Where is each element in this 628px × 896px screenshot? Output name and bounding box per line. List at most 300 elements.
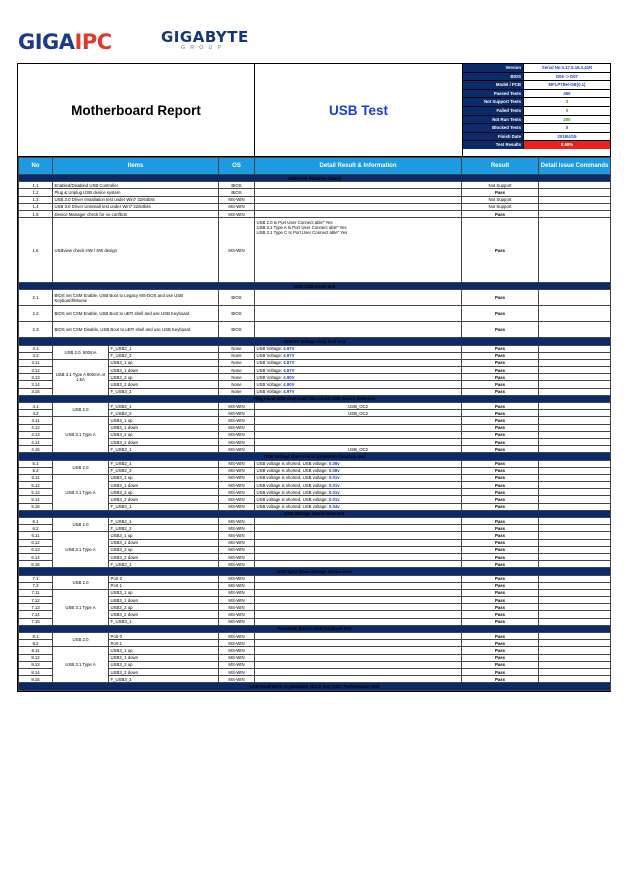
section-header: [19, 283, 611, 290]
row-result: Pass: [462, 661, 539, 668]
summary-row: [463, 73, 610, 82]
row-os: BIOS: [219, 290, 255, 306]
row-detail: [255, 345, 462, 352]
row-os: MS-WIN: [219, 589, 255, 596]
row-item: Plug & Unplug USB device system: [53, 189, 219, 196]
row-port: Port 0: [109, 633, 219, 640]
row-commands: [539, 611, 611, 618]
row-commands: [539, 322, 611, 338]
row-port: USB3_2 down: [109, 496, 219, 503]
row-os: MS-WIN: [219, 438, 255, 445]
row-no: 6.11: [19, 532, 53, 539]
row-result: Pass: [462, 518, 539, 525]
port-group: USB 3.1 Type A: [53, 589, 109, 625]
row-detail: [255, 424, 462, 431]
table-row: [19, 518, 611, 525]
row-os: MS-WIN: [219, 661, 255, 668]
detail-value: 0.08v: [328, 461, 340, 467]
summary-key: Model / PCB: [463, 81, 524, 89]
table-row: [19, 306, 611, 322]
row-commands: [539, 604, 611, 611]
row-port: F_USB2_2: [109, 525, 219, 532]
row-commands: [539, 467, 611, 474]
port-group: USB 2.0: [53, 633, 109, 647]
row-no: 2.3: [19, 322, 53, 338]
col-result: Result: [462, 158, 539, 175]
row-os: BIOS: [219, 306, 255, 322]
row-commands: [539, 410, 611, 417]
row-commands: [539, 196, 611, 203]
port-group: USB 3.1 Type A: [53, 417, 109, 453]
gigaipc-logo: GIGAIPC: [18, 30, 112, 54]
row-result: Pass: [462, 374, 539, 381]
row-no: 4.1: [19, 403, 53, 410]
row-result: Pass: [462, 306, 539, 322]
row-os: MS-WIN: [219, 403, 255, 410]
row-detail: [255, 532, 462, 539]
row-commands: [539, 539, 611, 546]
row-port: F_USB3_1: [109, 446, 219, 453]
row-port: USB3_1 down: [109, 424, 219, 431]
row-no: 5.11: [19, 474, 53, 481]
row-os: None: [219, 352, 255, 359]
row-detail: [255, 633, 462, 640]
row-port: USB3_1 up: [109, 474, 219, 481]
row-port: USB3_1 down: [109, 482, 219, 489]
row-no: 4.15: [19, 446, 53, 453]
row-os: MS-WIN: [219, 640, 255, 647]
detail-label: USB Voltage:: [256, 367, 284, 373]
detail-label: USB voltage is shorted, USB voltage:: [256, 482, 329, 488]
row-os: None: [219, 359, 255, 366]
table-row: [19, 633, 611, 640]
detail-value: 4.97V: [283, 346, 295, 352]
row-no: 6.1: [19, 518, 53, 525]
summary-key: BIOS: [463, 73, 524, 81]
col-items: Items: [53, 158, 219, 175]
row-result: Pass: [462, 597, 539, 604]
row-result: Pass: [462, 496, 539, 503]
row-port: F_USB2_2: [109, 352, 219, 359]
row-detail: [255, 539, 462, 546]
row-commands: [539, 474, 611, 481]
row-result: Pass: [462, 532, 539, 539]
row-port: USB3_1 up: [109, 359, 219, 366]
row-no: 3.15: [19, 388, 53, 395]
summary-row: [463, 116, 610, 125]
row-port: Port 1: [109, 640, 219, 647]
summary-value: Serial No:v.17.5.16.3.41R: [541, 65, 593, 70]
row-os: None: [219, 345, 255, 352]
detail-label: USB Voltage:: [256, 346, 284, 352]
row-commands: [539, 633, 611, 640]
port-group: USB 2.0: [53, 518, 109, 532]
row-os: MS-WIN: [219, 210, 255, 217]
row-result: Pass: [462, 633, 539, 640]
detail-label: USB voltage is shorted, USB voltage:: [256, 497, 329, 503]
row-detail: [255, 431, 462, 438]
row-os: MS-WIN: [219, 431, 255, 438]
row-detail: [255, 553, 462, 560]
section-header: [19, 683, 611, 690]
row-commands: [539, 597, 611, 604]
row-os: MS-WIN: [219, 410, 255, 417]
row-commands: [539, 518, 611, 525]
summary-key: Not Support Tests: [463, 98, 524, 106]
row-no: 1.1: [19, 182, 53, 189]
row-commands: [539, 381, 611, 388]
row-port: Port 0: [109, 575, 219, 582]
row-os: None: [219, 388, 255, 395]
row-port: USB3_1 down: [109, 597, 219, 604]
row-detail: [255, 496, 462, 503]
row-result: Pass: [462, 676, 539, 683]
row-commands: [539, 668, 611, 675]
row-os: MS-WIN: [219, 539, 255, 546]
row-port: F_USB3_1: [109, 561, 219, 568]
summary-value: 200: [563, 116, 571, 122]
row-commands: [539, 403, 611, 410]
row-commands: [539, 589, 611, 596]
row-detail: [255, 618, 462, 625]
row-os: MS-WIN: [219, 218, 255, 283]
table-row: [19, 474, 611, 481]
row-result: Pass: [462, 647, 539, 654]
row-port: F_USB2_1: [109, 518, 219, 525]
summary-key: Blocked Tests: [463, 124, 524, 132]
row-commands: [539, 367, 611, 374]
row-port: USB3_2 up: [109, 374, 219, 381]
detail-label: USB voltage is shorted, USB voltage:: [256, 468, 329, 474]
detail-value: 0.08v: [328, 468, 340, 474]
row-no: 1.6: [19, 218, 53, 283]
row-detail: [255, 525, 462, 532]
row-commands: [539, 532, 611, 539]
row-result: Not Support: [462, 196, 539, 203]
col-os: OS: [219, 158, 255, 175]
row-no: 3.2: [19, 352, 53, 359]
row-os: MS-WIN: [219, 203, 255, 210]
row-result: Pass: [462, 553, 539, 560]
detail-value: 4.90V: [283, 382, 295, 388]
row-commands: [539, 640, 611, 647]
row-result: Pass: [462, 218, 539, 283]
row-no: 3.14: [19, 381, 53, 388]
row-no: 3.1: [19, 345, 53, 352]
row-item: BIOS set CSM Enable, USB Boot to uEFI shell and use USB Keyboard: [53, 306, 219, 322]
row-os: MS-WIN: [219, 618, 255, 625]
row-no: 1.2: [19, 189, 53, 196]
row-port: USB3_2 down: [109, 611, 219, 618]
row-result: Pass: [462, 322, 539, 338]
table-row: [19, 417, 611, 424]
row-result: Pass: [462, 539, 539, 546]
row-os: MS-WIN: [219, 582, 255, 589]
row-commands: [539, 431, 611, 438]
row-os: BIOS: [219, 189, 255, 196]
row-detail: [255, 661, 462, 668]
row-no: 1.4: [19, 203, 53, 210]
row-port: F_USB2_2: [109, 467, 219, 474]
row-detail: [255, 374, 462, 381]
row-detail: [255, 467, 462, 474]
row-no: 7.14: [19, 611, 53, 618]
row-no: 8.2: [19, 640, 53, 647]
row-detail: [255, 290, 462, 306]
row-result: Pass: [462, 489, 539, 496]
table-row: [19, 182, 611, 189]
table-row: [19, 290, 611, 306]
row-port: USB3_2 up: [109, 661, 219, 668]
section-header: [19, 338, 611, 345]
row-result: Pass: [462, 482, 539, 489]
row-no: 6.12: [19, 539, 53, 546]
row-port: USB3_2 up: [109, 489, 219, 496]
row-port: F_USB3_1: [109, 618, 219, 625]
row-detail: [255, 575, 462, 582]
row-no: 8.14: [19, 668, 53, 675]
row-detail: [255, 438, 462, 445]
row-result: Pass: [462, 503, 539, 510]
row-result: Pass: [462, 474, 539, 481]
row-os: MS-WIN: [219, 532, 255, 539]
row-detail: [255, 381, 462, 388]
row-result: Not Support: [462, 203, 539, 210]
section-header: [19, 510, 611, 517]
row-no: 8.13: [19, 661, 53, 668]
row-no: 3.13: [19, 374, 53, 381]
row-os: MS-WIN: [219, 424, 255, 431]
row-commands: [539, 438, 611, 445]
row-detail: [255, 460, 462, 467]
row-commands: [539, 306, 611, 322]
table-row: [19, 460, 611, 467]
row-detail: [255, 518, 462, 525]
summary-value: D06 -> D07: [555, 73, 579, 79]
row-result: Pass: [462, 575, 539, 582]
row-result: Pass: [462, 210, 539, 217]
row-port: F_USB2_2: [109, 410, 219, 417]
row-os: MS-WIN: [219, 575, 255, 582]
row-os: MS-WIN: [219, 417, 255, 424]
port-group: USB 2.0: [53, 403, 109, 417]
row-detail: [255, 611, 462, 618]
detail-line: USB 3.1 Type A Is Port User Connect able" Yes: [256, 225, 347, 231]
row-detail: [255, 654, 462, 661]
row-result: Pass: [462, 446, 539, 453]
row-no: 7.2: [19, 582, 53, 589]
row-port: USB3_2 down: [109, 381, 219, 388]
row-no: 2.2: [19, 306, 53, 322]
row-no: 5.13: [19, 489, 53, 496]
summary-row: [463, 98, 610, 107]
detail-label: USB Voltage:: [256, 374, 284, 380]
row-port: Port 1: [109, 582, 219, 589]
row-os: MS-WIN: [219, 561, 255, 568]
row-detail: USB_OC2: [255, 410, 462, 417]
summary-row: [463, 133, 610, 142]
row-detail: [255, 182, 462, 189]
row-no: 4.11: [19, 417, 53, 424]
row-os: MS-WIN: [219, 525, 255, 532]
row-detail: [255, 322, 462, 338]
row-commands: [539, 446, 611, 453]
row-port: USB3_2 up: [109, 431, 219, 438]
detail-value: 0.01v: [328, 475, 340, 481]
summary-row: [463, 81, 610, 90]
row-detail: [255, 546, 462, 553]
row-result: Pass: [462, 640, 539, 647]
row-no: 1.3: [19, 196, 53, 203]
row-no: 7.13: [19, 604, 53, 611]
row-commands: [539, 647, 611, 654]
results-grid: [18, 157, 611, 691]
table-row: [19, 210, 611, 217]
section-title: USB Eject Mass Storage Device icon: [19, 568, 611, 575]
row-commands: [539, 575, 611, 582]
row-no: 6.2: [19, 525, 53, 532]
row-os: MS-WIN: [219, 604, 255, 611]
row-detail: USB_OC2: [255, 446, 462, 453]
section-title: USB Storage device boot test: [19, 510, 611, 517]
row-detail: [255, 503, 462, 510]
row-os: MS-WIN: [219, 446, 255, 453]
row-commands: [539, 546, 611, 553]
row-os: None: [219, 381, 255, 388]
row-item: BIOS set CSM Enable, USB Boot to Legacy MS-DOS and use USB Keyboard/Mouse: [53, 290, 219, 306]
row-result: Pass: [462, 582, 539, 589]
row-commands: [539, 388, 611, 395]
row-commands: [539, 661, 611, 668]
detail-label: USB Voltage:: [256, 389, 284, 395]
detail-value: 4.87V: [283, 360, 295, 366]
summary-key: Version: [463, 64, 524, 72]
report-header: [18, 64, 610, 157]
row-port: USB3_2 down: [109, 553, 219, 560]
detail-value: 0.01v: [328, 497, 340, 503]
row-port: F_USB2_1: [109, 403, 219, 410]
row-result: Pass: [462, 417, 539, 424]
row-os: MS-WIN: [219, 196, 255, 203]
detail-value: 0.01v: [328, 489, 340, 495]
row-no: 8.11: [19, 647, 53, 654]
row-detail: [255, 668, 462, 675]
row-detail: [255, 367, 462, 374]
detail-label: USB voltage is shorted, USB voltage:: [256, 489, 329, 495]
row-result: Pass: [462, 345, 539, 352]
row-commands: [539, 460, 611, 467]
row-commands: [539, 496, 611, 503]
row-no: 4.12: [19, 424, 53, 431]
row-result: Pass: [462, 604, 539, 611]
row-port: USB3_2 up: [109, 546, 219, 553]
row-os: MS-WIN: [219, 474, 255, 481]
row-commands: [539, 218, 611, 283]
row-detail: [255, 582, 462, 589]
row-result: Not Support: [462, 182, 539, 189]
table-row: [19, 647, 611, 654]
table-row: [19, 345, 611, 352]
row-os: MS-WIN: [219, 489, 255, 496]
row-commands: [539, 417, 611, 424]
detail-value: 0.04v: [328, 504, 340, 510]
row-no: 5.14: [19, 496, 53, 503]
row-os: MS-WIN: [219, 654, 255, 661]
detail-label: USB Voltage:: [256, 353, 284, 359]
summary-value: 0: [565, 107, 569, 113]
row-os: MS-WIN: [219, 460, 255, 467]
row-result: Pass: [462, 410, 539, 417]
row-commands: [539, 359, 611, 366]
row-item: Enabled/Disabled USB Controller: [53, 182, 219, 189]
row-result: Pass: [462, 388, 539, 395]
row-result: Pass: [462, 381, 539, 388]
row-no: 7.11: [19, 589, 53, 596]
port-group: USB 3.1 Type A: [53, 532, 109, 568]
section-title: PassMark Burnin USB loopback test: [19, 625, 611, 632]
row-commands: [539, 182, 611, 189]
row-port: USB3_2 down: [109, 438, 219, 445]
section-header: [19, 625, 611, 632]
gigabyte-logo: GIGABYTE GROUP: [161, 28, 249, 51]
row-no: 7.1: [19, 575, 53, 582]
row-detail: [255, 196, 462, 203]
row-no: 8.15: [19, 676, 53, 683]
row-os: BIOS: [219, 322, 255, 338]
row-port: F_USB3_1: [109, 503, 219, 510]
section-title: USB 5V Voltage drop load test: [19, 338, 611, 345]
detail-label: USB voltage is shorted, USB voltage:: [256, 461, 329, 467]
row-port: F_USB3_1: [109, 388, 219, 395]
col-detail: Detail Result & Information: [255, 158, 462, 175]
row-detail: [255, 352, 462, 359]
row-result: Pass: [462, 460, 539, 467]
section-header: [19, 395, 611, 402]
row-commands: [539, 676, 611, 683]
port-group: USB 2.0: [53, 460, 109, 474]
row-result: Pass: [462, 352, 539, 359]
table-row: [19, 203, 611, 210]
row-commands: [539, 189, 611, 196]
row-port: USB3_1 up: [109, 417, 219, 424]
detail-label: USB voltage is shorted, USB voltage:: [256, 475, 329, 481]
table-row: [19, 322, 611, 338]
section-header: [19, 568, 611, 575]
row-os: MS-WIN: [219, 611, 255, 618]
row-os: MS-WIN: [219, 597, 255, 604]
row-no: 4.13: [19, 431, 53, 438]
summary-key: Not Run Tests: [463, 116, 524, 124]
row-no: 3.12: [19, 367, 53, 374]
detail-value: 4.87V: [283, 367, 295, 373]
row-os: MS-WIN: [219, 518, 255, 525]
row-commands: [539, 290, 611, 306]
row-detail: [255, 388, 462, 395]
section-title: USB Read/Write CrystalMark v5.2.0 Seq Q32T Performance Test: [19, 683, 611, 690]
row-commands: [539, 203, 611, 210]
summary-value: 0.98%: [524, 141, 610, 149]
row-result: Pass: [462, 189, 539, 196]
row-port: USB3_1 down: [109, 539, 219, 546]
row-no: 8.1: [19, 633, 53, 640]
detail-line: USB 3.1 Type C Is Port User Connect able" Yes: [256, 230, 348, 236]
report-title: Motherboard Report: [18, 64, 255, 156]
row-detail: [255, 474, 462, 481]
row-detail: [255, 482, 462, 489]
row-detail: [255, 561, 462, 568]
summary-row: [463, 141, 610, 149]
table-row: [19, 189, 611, 196]
